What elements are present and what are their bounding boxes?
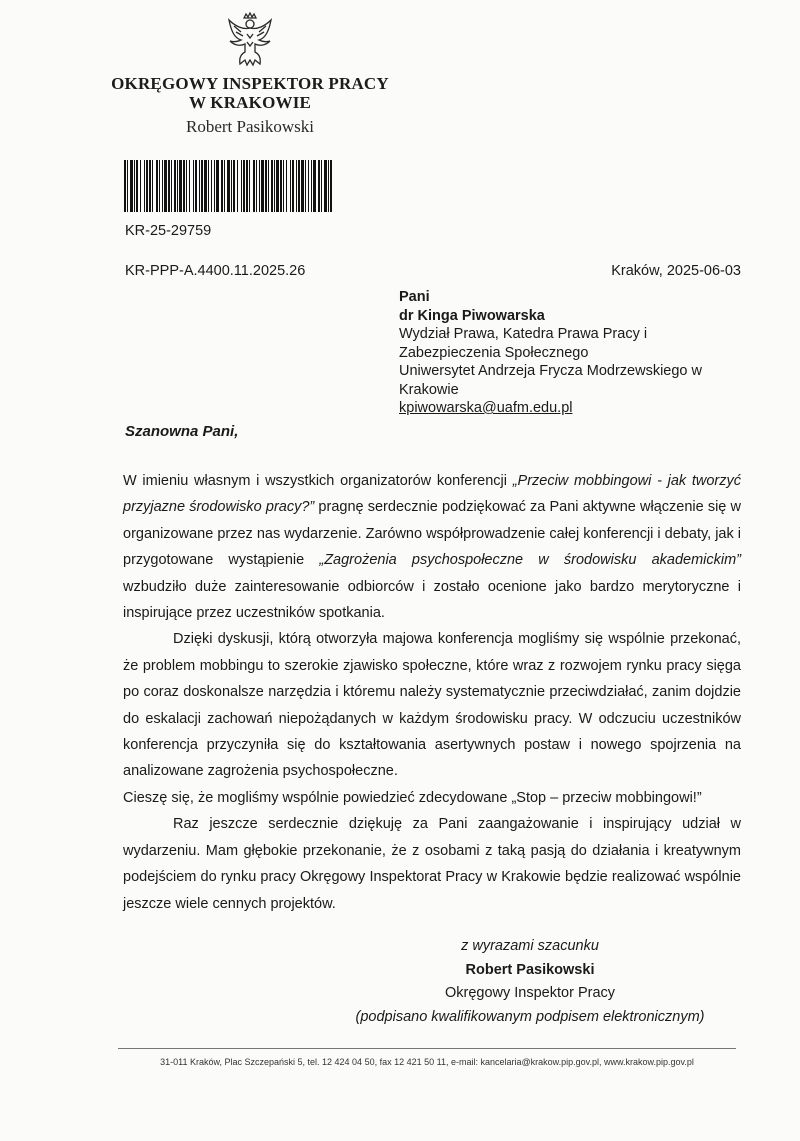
talk-title: „Zagrożenia psychospołeczne w środowisku akademickim” <box>319 552 742 569</box>
addressee-email-link[interactable]: kpiwowarska@uafm.edu.pl <box>399 400 573 416</box>
office-name-line2: W KRAKOWIE <box>188 93 312 112</box>
signer-position: Okręgowy Inspektor Pracy <box>444 985 616 1001</box>
addressee-department-line1: Wydział Prawa, Katedra Prawa Pracy i <box>399 326 648 342</box>
office-name <box>100 74 400 112</box>
salutation: Szanowna Pani, <box>125 423 239 440</box>
paragraph-2: Dzięki dyskusji, którą otworzyła majowa konferencja mogliśmy się wspólnie przekonać, że problem mobbingu to szerokie zjawisko społeczne, które wraz z rozwojem rynku pracy sięga po coraz doskonalsze narzędzia i któremu należy systematycznie przeciwdziałać, zanim dojdzie do eskalacji zachowań niepożądanych w każdym środowisku pracy. W odczuciu uczestników konferencja przyczyniła się do kształtowania asertywnych postaw i nowego spojrzenia na analizowane zagrożenia psychospołeczne. <box>123 631 741 780</box>
conference-title: „Przeciw mobbingowi - jak tworzyć przyjazne środowisko pracy?” <box>123 473 741 516</box>
footer-contact: 31-011 Kraków, Plac Szczepański 5, tel. 12 424 04 50, fax 12 421 50 11, e-mail: kancelaria@krakow.pip.gov.pl, www.krakow.pip.gov.pl <box>160 1057 694 1067</box>
paragraph-1 <box>123 468 741 626</box>
reference-number: KR-PPP-A.4400.11.2025.26 <box>125 263 306 279</box>
addressee-university-line2: Krakowie <box>399 381 459 398</box>
closing-regards: z wyrazami szacunku <box>461 938 599 954</box>
signature-block <box>330 935 730 1029</box>
addressee-block <box>399 288 739 418</box>
office-name-line1: OKRĘGOWY INSPEKTOR PRACY <box>111 74 389 93</box>
addressee-name: dr Kinga Piwowarska <box>399 307 545 324</box>
paragraph-4: Raz jeszcze serdecznie dziękuję za Pani zaangażowanie i inspirujący udział w wydarzeniu. Mam głębokie przekonanie, że z osobami z taką pasją do działania i kreatywnym podejściem do rynku pracy Okręgowy Inspektorat Pracy w Krakowie będzie realizować wspólnie jeszcze wiele cennych projektów. <box>123 816 741 912</box>
addressee-department-line2: Zabezpieczenia Społecznego <box>399 344 589 361</box>
addressee-university-line1: Uniwersytet Andrzeja Frycza Modrzewskiego w <box>399 363 702 379</box>
paragraph-1-intro: W imieniu własnym i wszystkich organizatorów konferencji <box>123 473 513 489</box>
paragraph-1-end: wzbudziło duże zainteresowanie odbiorców i zostało ocenione jako bardzo merytoryczne i inspirujące przez uczestników spotkania. <box>123 578 741 622</box>
addressee-title: Pani <box>399 289 430 305</box>
place-and-date: Kraków, 2025-06-03 <box>611 263 741 279</box>
letter-body <box>123 468 741 917</box>
paragraph-1-middle: pragnę serdecznie podziękować za Pani aktywne włączenie się w organizowane przez nas wydarzenie. Zarówno współprowadzenie całej konferencji i debaty, jak i przygotowane wystąpienie <box>123 499 742 569</box>
footer-divider <box>118 1048 736 1049</box>
document-number: KR-25-29759 <box>125 223 212 239</box>
inspector-name: Robert Pasikowski <box>186 117 314 136</box>
white-eagle-emblem-icon <box>227 12 273 68</box>
signature-note: (podpisano kwalifikowanym podpisem elektronicznym) <box>355 1008 705 1025</box>
barcode-icon <box>124 160 334 212</box>
paragraph-3: Cieszę się, że mogliśmy wspólnie powiedzieć zdecydowane „Stop – przeciw mobbingowi!” <box>123 789 702 806</box>
signer-name: Robert Pasikowski <box>465 961 595 978</box>
